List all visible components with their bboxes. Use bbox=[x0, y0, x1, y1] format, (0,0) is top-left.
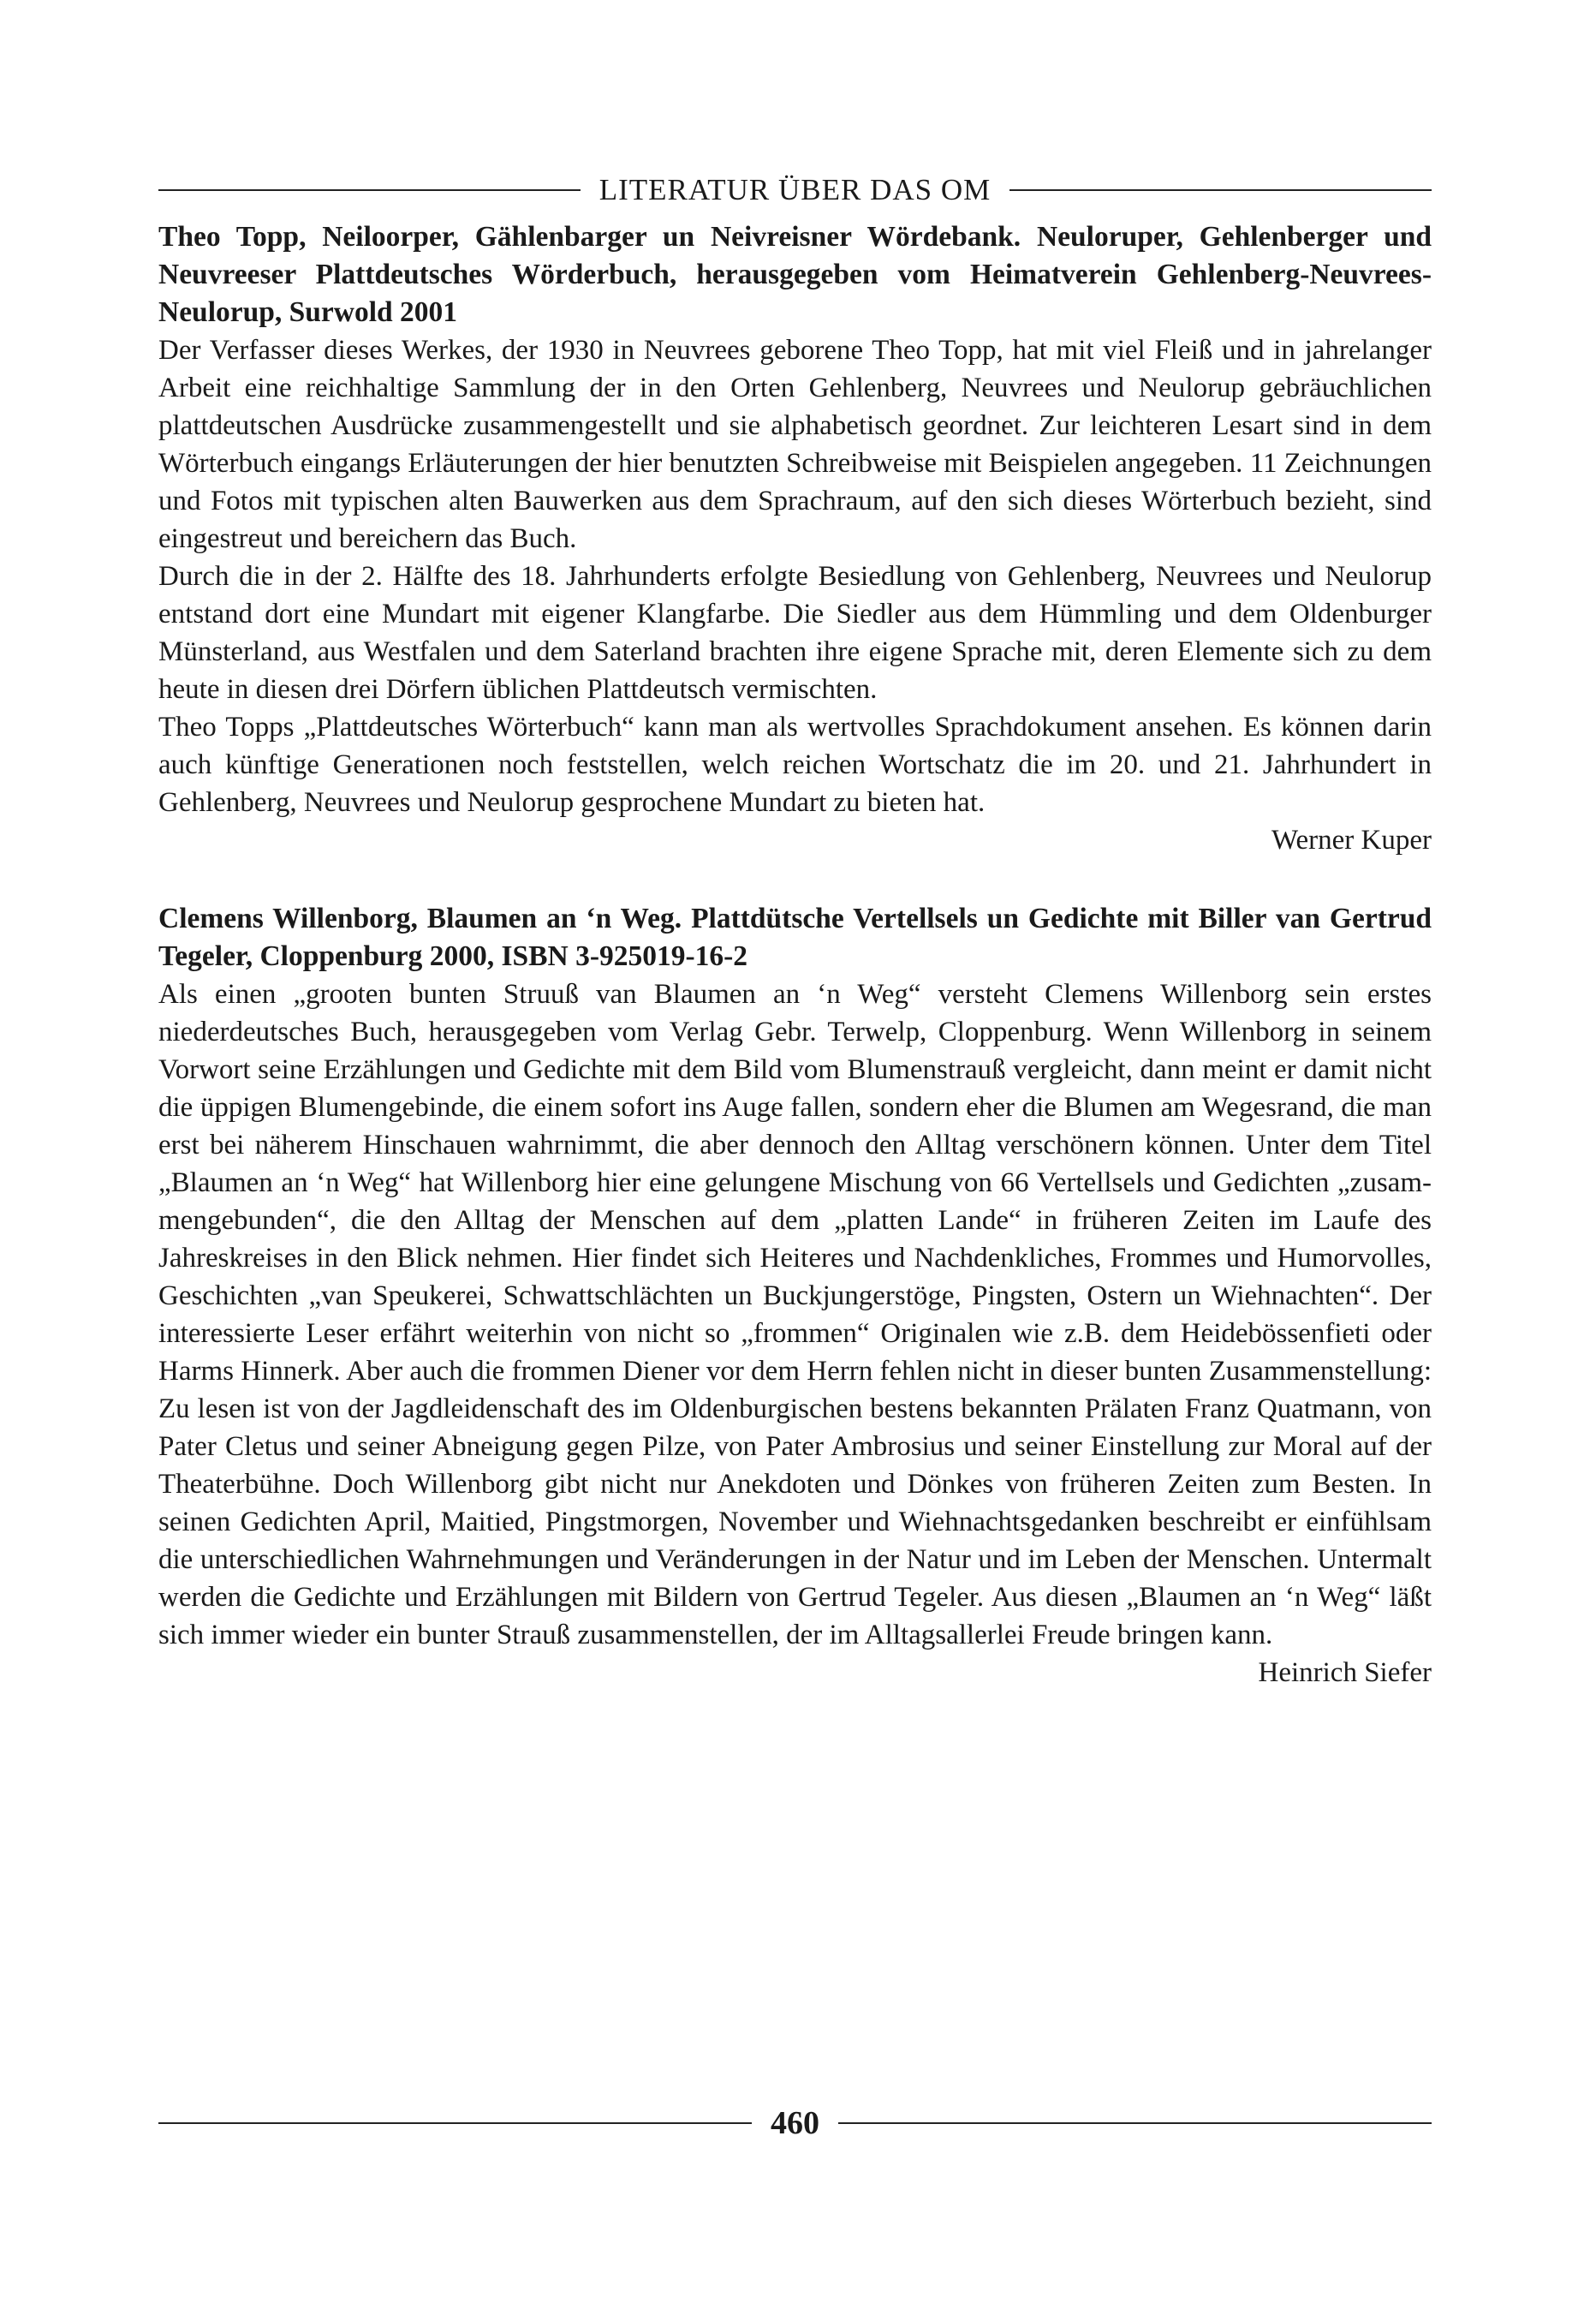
review-heading: Clemens Willenborg, Blaumen an ‘n Weg. Plattdütsche Vertellsels un Gedichte mit Biller van Gertrud Tegeler, Cloppenburg 2000, ISBN 3-925019-16-2 bbox=[158, 903, 1432, 972]
running-header-title: LITERATUR ÜBER DAS OM bbox=[598, 173, 992, 206]
review-clemens-willenborg bbox=[158, 900, 1432, 1691]
review-author: Heinrich Siefer bbox=[1258, 1657, 1432, 1688]
review-paragraph: Als einen „grooten bunten Struuß van Blaumen an ‘n Weg“ versteht Clemens Willenborg sein erstes niederdeutsches Buch, herausgegeben vom Verlag Gebr. Terwelp, Cloppenburg. Wenn Willenborg in seinem Vorwort seine Erzählungen und Gedichte mit dem Bild vom Blumenstrauß vergleicht, dann meint er damit nicht die üppigen Blumengebinde, die einem sofort ins Auge fallen, sondern eher die Blumen am Wegesrand, die man erst bei näherem Hinschauen wahrnimmt, die aber dennoch den Alltag verschönern können. Unter dem Titel „Blaumen an ‘n Weg“ hat Willenborg hier eine gelungene Mischung von 66 Vertellsels und Gedichten „zusammengebunden“, die den Alltag der Menschen auf dem „platten Lande“ in früheren Zeiten im Laufe des Jahreskreises in den Blick nehmen. Hier findet sich Heiteres und Nachdenkliches, Frommes und Humorvolles, Geschichten „van Speukerei, Schwattschlächten un Buckjungerstöge, Pingsten, Ostern un Wiehnachten“. Der interessierte Leser erfährt weiterhin von nicht so „frommen“ Originalen wie z.B. dem Heidebössenfieti oder Harms Hinnerk. Aber auch die frommen Diener vor dem Herrn fehlen nicht in dieser bunten Zusammenstellung: Zu lesen ist von der Jagdleidenschaft des im Oldenburgischen bestens bekannten Prälaten Franz Quatmann, von Pater Cletus und seiner Abneigung gegen Pilze, von Pater Ambrosius und seiner Einstellung zur Moral auf der Theaterbühne. Doch Willenborg gibt nicht nur Anekdoten und Dönkes von früheren Zeiten zum Besten. In seinen Gedichten April, Maitied, Pingstmorgen, November und Wiehnachtsgedanken beschreibt er einfühlsam die unterschiedlichen Wahrnehmungen und Veränderungen in der Natur und im Leben der Menschen. Untermalt werden die Gedichte und Erzählungen mit Bildern von Gertrud Tegeler. Aus diesen „Blaumen an ‘n Weg“ läßt sich immer wieder ein bunter Strauß zusammenstellen, der im Alltagsallerlei Freude bringen kann. bbox=[158, 979, 1432, 1650]
review-paragraph: Durch die in der 2. Hälfte des 18. Jahrhunderts erfolgte Besiedlung von Gehlenberg, Neuvrees und Neulorup entstand dort eine Mundart mit eigener Klangfarbe. Die Siedler aus dem Hümmling und dem Oldenburger Münsterland, aus Westfalen und dem Saterland brachten ihre eigene Sprache mit, deren Elemente sich zu dem heute in diesen drei Dörfern üblichen Plattdeutsch vermischten. bbox=[158, 561, 1432, 705]
footer-rule-right bbox=[838, 2122, 1432, 2124]
review-heading: Theo Topp, Neiloorper, Gählenbarger un Neivreisner Wördebank. Neuloruper, Gehlenberger und Neuvreeser Plattdeutsches Wörderbuch, herausgegeben vom Heimatverein Gehlenberg-Neuvrees-Neulorup, Surwold 2001 bbox=[158, 221, 1432, 328]
review-author: Werner Kuper bbox=[1271, 825, 1432, 856]
footer-rule-left bbox=[158, 2122, 752, 2124]
header-rule-left bbox=[158, 189, 581, 191]
header-rule-right bbox=[1009, 189, 1432, 191]
review-theo-topp bbox=[158, 218, 1432, 859]
review-paragraph: Theo Topps „Plattdeutsches Wörterbuch“ kann man als wertvolles Sprachdokument ansehen. Es können darin auch künftige Generationen noch feststellen, welch reichen Wortschatz die im 20. und 21. Jahrhundert in Gehlenberg, Neuvrees und Neulorup gesprochene Mundart zu bieten hat. bbox=[158, 712, 1432, 818]
page-number: 460 bbox=[771, 2105, 819, 2141]
review-paragraph: Der Verfasser dieses Werkes, der 1930 in Neuvrees geborene Theo Topp, hat mit viel Fleiß und in jahrelanger Arbeit eine reichhaltige Sammlung der in den Orten Gehlenberg, Neuvrees und Neulorup gebräuchlichen plattdeutschen Ausdrücke zusammengestellt und sie alphabetisch geordnet. Zur leichteren Lesart sind in dem Wörterbuch eingangs Erläuterungen der hier benutzten Schreibweise mit Beispielen angegeben. 11 Zeichnungen und Fotos mit typischen alten Bauwerken aus dem Sprachraum, auf den sich dieses Wörterbuch bezieht, sind eingestreut und bereichern das Buch. bbox=[158, 335, 1432, 554]
running-header bbox=[158, 170, 1432, 211]
page-footer bbox=[158, 2100, 1432, 2146]
page-content bbox=[158, 218, 1432, 1691]
